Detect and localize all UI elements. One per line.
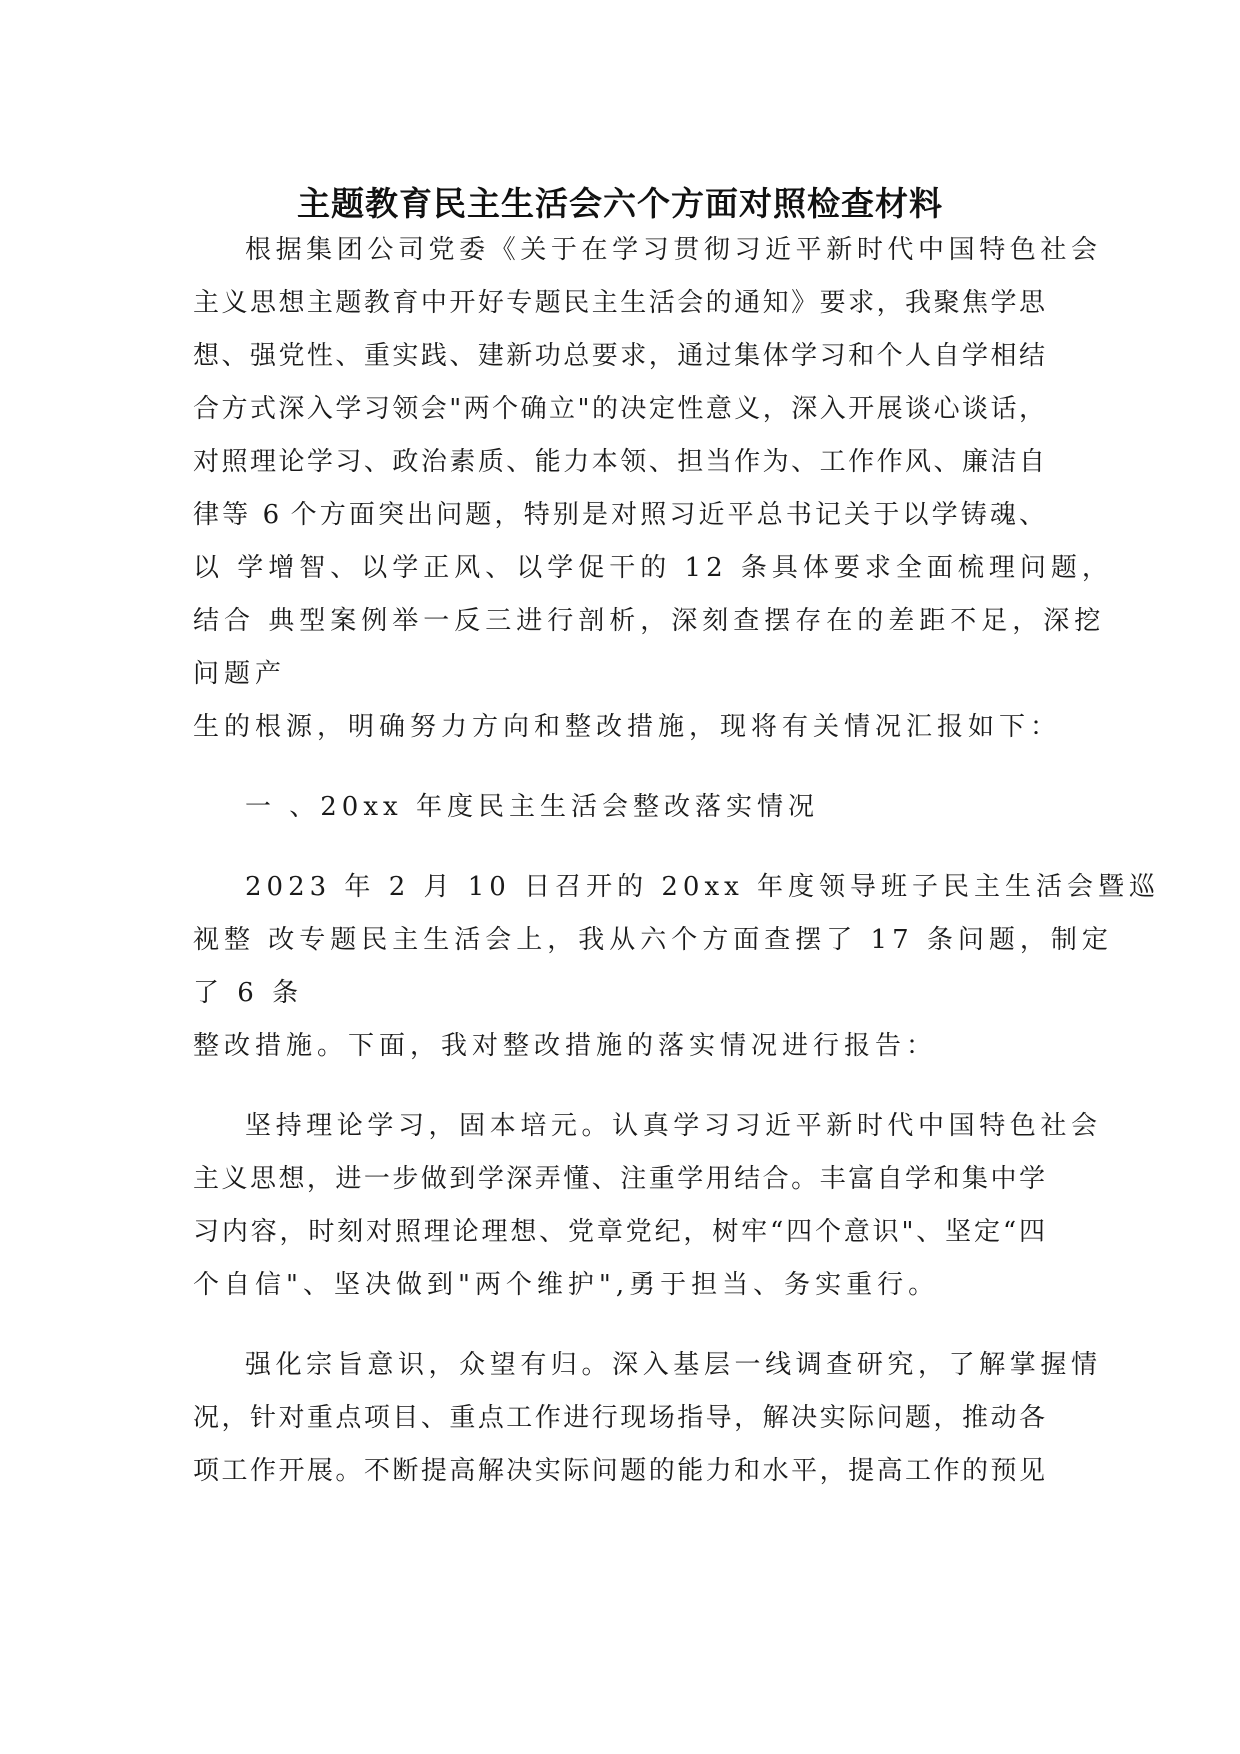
paragraph-line: 视整 改专题民主生活会上，我从六个方面查摆了 17 条问题，制定 [193,925,1113,955]
paragraph-line: 主义思想主题教育中开好专题民主生活会的通知》要求，我聚焦学思 [193,288,1045,318]
paragraph-line: 合方式深入学习领会"两个确立"的决定性意义，深入开展谈心谈话， [193,394,1045,424]
paragraph-line: 以 学增智、以学正风、以学促干的 12 条具体要求全面梳理问题， [193,553,1113,583]
paragraph-line: 况，针对重点项目、重点工作进行现场指导，解决实际问题，推动各 [193,1403,1045,1433]
paragraph-line: 习内容，时刻对照理论理想、党章党纪，树牢“四个意识"、坚定“四 [193,1217,1045,1247]
paragraph-line: 律等 6 个方面突出问题，特别是对照习近平总书记关于以学铸魂、 [193,500,1045,530]
paragraph-line: 对照理论学习、政治素质、能力本领、担当作为、工作作风、廉洁自 [193,447,1045,477]
paragraph-line: 根据集团公司党委《关于在学习贯彻习近平新时代中国特色社会 [245,235,1097,265]
paragraph-line: 个自信"、坚决做到"两个维护",勇于担当、务实重行。 [193,1270,940,1300]
paragraph-line: 坚持理论学习，固本培元。认真学习习近平新时代中国特色社会 [245,1111,1097,1141]
document-title: 主题教育民主生活会六个方面对照检查材料 [297,184,943,223]
paragraph-line: 生的根源，明确努力方向和整改措施，现将有关情况汇报如下： [193,712,1062,742]
paragraph-line: 2023 年 2 月 10 日召开的 20xx 年度领导班子民主生活会暨巡 [245,872,1161,902]
section-heading: 一 、20xx 年度民主生活会整改落实情况 [245,792,819,822]
paragraph-line: 主义思想，进一步做到学深弄懂、注重学用结合。丰富自学和集中学 [193,1164,1045,1194]
paragraph-line: 想、强党性、重实践、建新功总要求，通过集体学习和个人自学相结 [193,341,1045,371]
paragraph-line: 整改措施。下面，我对整改措施的落实情况进行报告： [193,1031,938,1061]
paragraph-line: 了 6 条 [193,978,304,1008]
paragraph-line: 结合 典型案例举一反三进行剖析，深刻查摆存在的差距不足，深挖 [193,606,1106,636]
paragraph-line: 强化宗旨意识，众望有归。深入基层一线调查研究，了解掌握情 [245,1350,1097,1380]
paragraph-line: 问题产 [193,659,287,689]
paragraph-line: 项工作开展。不断提高解决实际问题的能力和水平，提高工作的预见 [193,1456,1045,1486]
